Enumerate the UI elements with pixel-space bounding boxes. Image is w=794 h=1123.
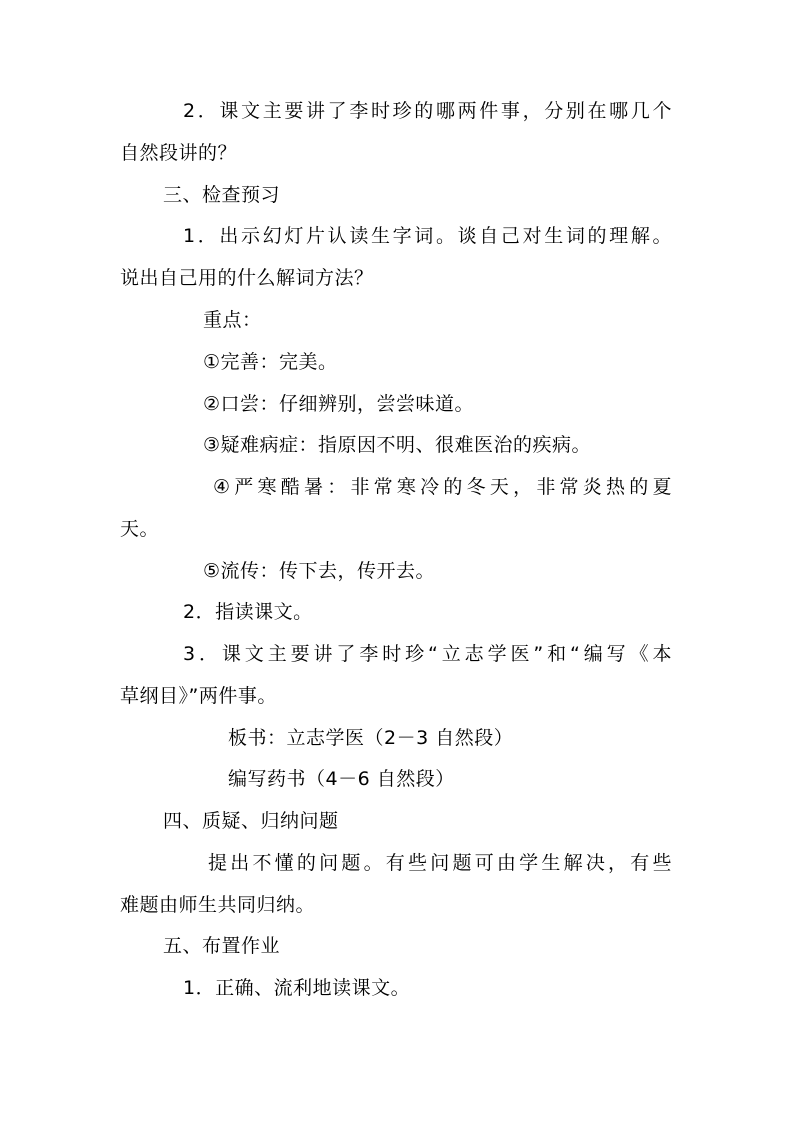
item-2: 2．指读课文。	[183, 601, 313, 623]
homework-item-1: 1．正确、流利地读课文。	[183, 977, 411, 999]
section-3-heading: 三、检查预习	[163, 184, 281, 206]
question-2-line-2: 自然段讲的？	[120, 142, 238, 164]
vocab-item-4-line-2: 天。	[120, 518, 160, 540]
vocab-item-1: ①完善：完美。	[203, 351, 338, 373]
item-1-line-1: 1．出示幻灯片认读生字词。谈自己对生词的理解。	[183, 225, 672, 247]
section-4-heading: 四、质疑、归纳问题	[163, 810, 339, 832]
board-writing-2: 编写药书（4－6 自然段）	[228, 768, 455, 790]
section-4-body-line-2: 难题由师生共同归纳。	[120, 894, 316, 916]
section-5-heading: 五、布置作业	[163, 935, 281, 957]
board-writing-1: 板书：立志学医（2－3 自然段）	[228, 727, 514, 749]
key-points-label: 重点：	[203, 309, 262, 331]
vocab-item-4-line-1: ④严寒酷暑：非常寒冷的冬天，非常炎热的夏	[213, 476, 672, 498]
vocab-item-5: ⑤流传：传下去，传开去。	[203, 560, 436, 582]
vocab-item-2: ②口尝：仔细辨别，尝尝味道。	[203, 393, 475, 415]
item-3-line-2: 草纲目》”两件事。	[120, 685, 277, 707]
item-1-line-2: 说出自己用的什么解词方法？	[120, 267, 374, 289]
item-3-line-1: 3．课文主要讲了李时珍“立志学医”和“编写《本	[183, 643, 672, 665]
section-4-body-line-1: 提出不懂的问题。有些问题可由学生解决，有些	[208, 852, 672, 874]
vocab-item-3: ③疑难病症：指原因不明、很难医治的疾病。	[203, 434, 592, 456]
question-2-line-1: 2．课文主要讲了李时珍的哪两件事，分别在哪几个	[183, 100, 672, 122]
